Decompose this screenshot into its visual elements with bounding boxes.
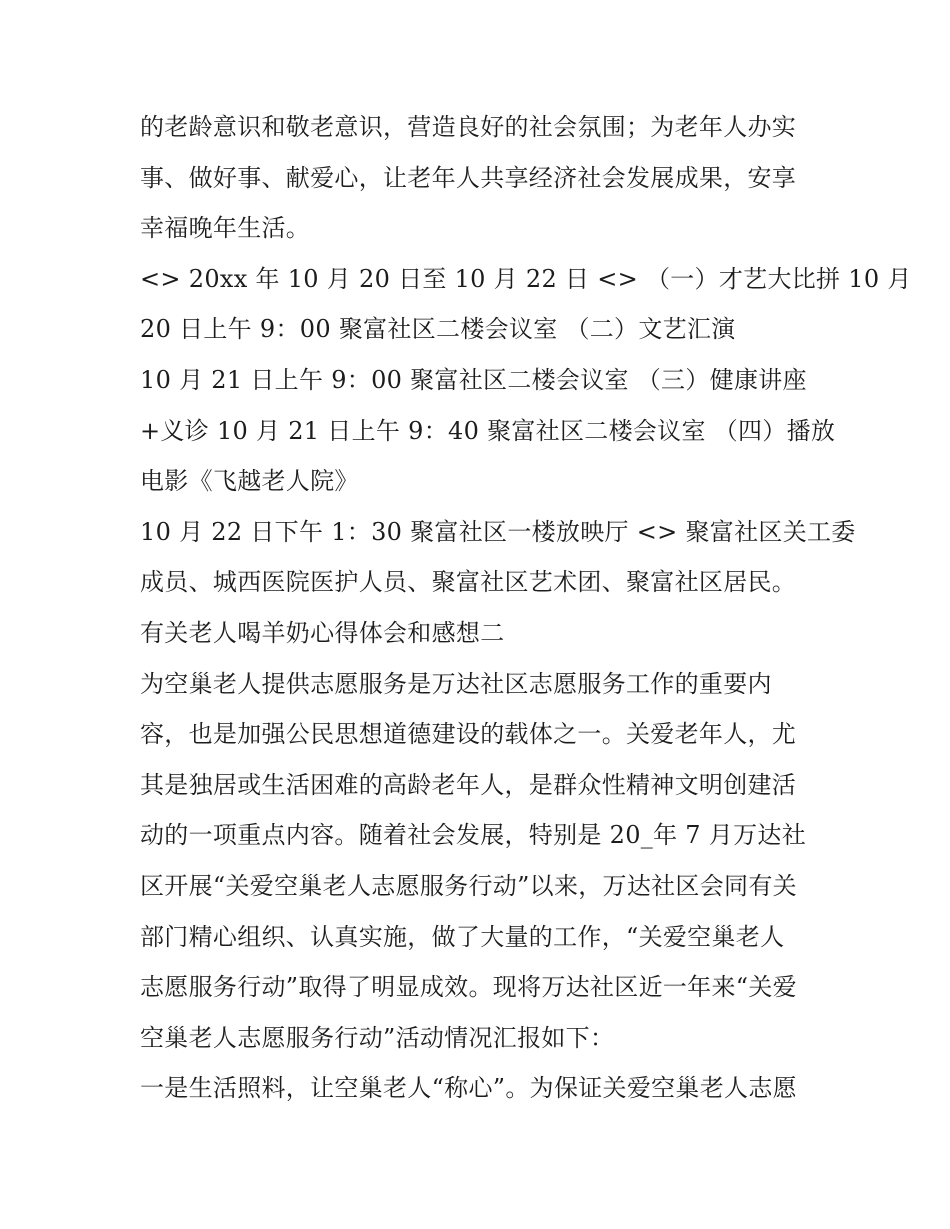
text-line: 10 月 22 日下午 1：30 聚富社区一楼放映厅 <> 聚富社区关工委 [140,517,856,546]
text-line: 动的一项重点内容。随着社会发展，特别是 20_年 7 月万达社 [140,821,806,850]
text-line: 部门精心组织、认真实施，做了大量的工作，“关爱空巢老人 [140,922,785,951]
text-line: 事、做好事、献爱心，让老年人共享经济社会发展成果，安享 [140,163,797,192]
document-body [140,102,912,1114]
text-line: <> 20xx 年 10 月 20 日至 10 月 22 日 <> （一）才艺大比拼 10 月 [140,264,912,293]
text-line: 幸福晚年生活。 [140,214,311,243]
text-line: 其是独居或生活困难的高龄老年人，是群众性精神文明创建活 [140,770,797,799]
text-line: 成员、城西医院医护人员、聚富社区艺术团、聚富社区居民。 [140,568,797,597]
text-line: 区开展“关爱空巢老人志愿服务行动”以来，万达社区会同有关 [140,871,797,900]
text-line: 电影《飞越老人院》 [140,467,359,496]
text-line: 的老龄意识和敬老意识，营造良好的社会氛围；为老年人办实 [140,113,797,141]
text-line: 一是生活照料，让空巢老人“称心”。为保证关爱空巢老人志愿 [140,1074,797,1103]
text-line: 20 日上午 9：00 聚富社区二楼会议室 （二）文艺汇演 [140,315,736,344]
text-line: 志愿服务行动”取得了明显成效。现将万达社区近一年来“关爱 [140,973,797,1002]
text-line: 空巢老人志愿服务行动”活动情况汇报如下： [140,1023,615,1052]
section-heading: 有关老人喝羊奶心得体会和感想二 [140,618,505,647]
text-line: 10 月 21 日上午 9：00 聚富社区二楼会议室 （三）健康讲座 [140,365,807,394]
text-line: +义诊 10 月 21 日上午 9：40 聚富社区二楼会议室 （四）播放 [140,416,836,445]
text-line: 为空巢老人提供志愿服务是万达社区志愿服务工作的重要内 [140,669,772,698]
text-line: 容，也是加强公民思想道德建设的载体之一。关爱老年人，尤 [140,720,797,749]
